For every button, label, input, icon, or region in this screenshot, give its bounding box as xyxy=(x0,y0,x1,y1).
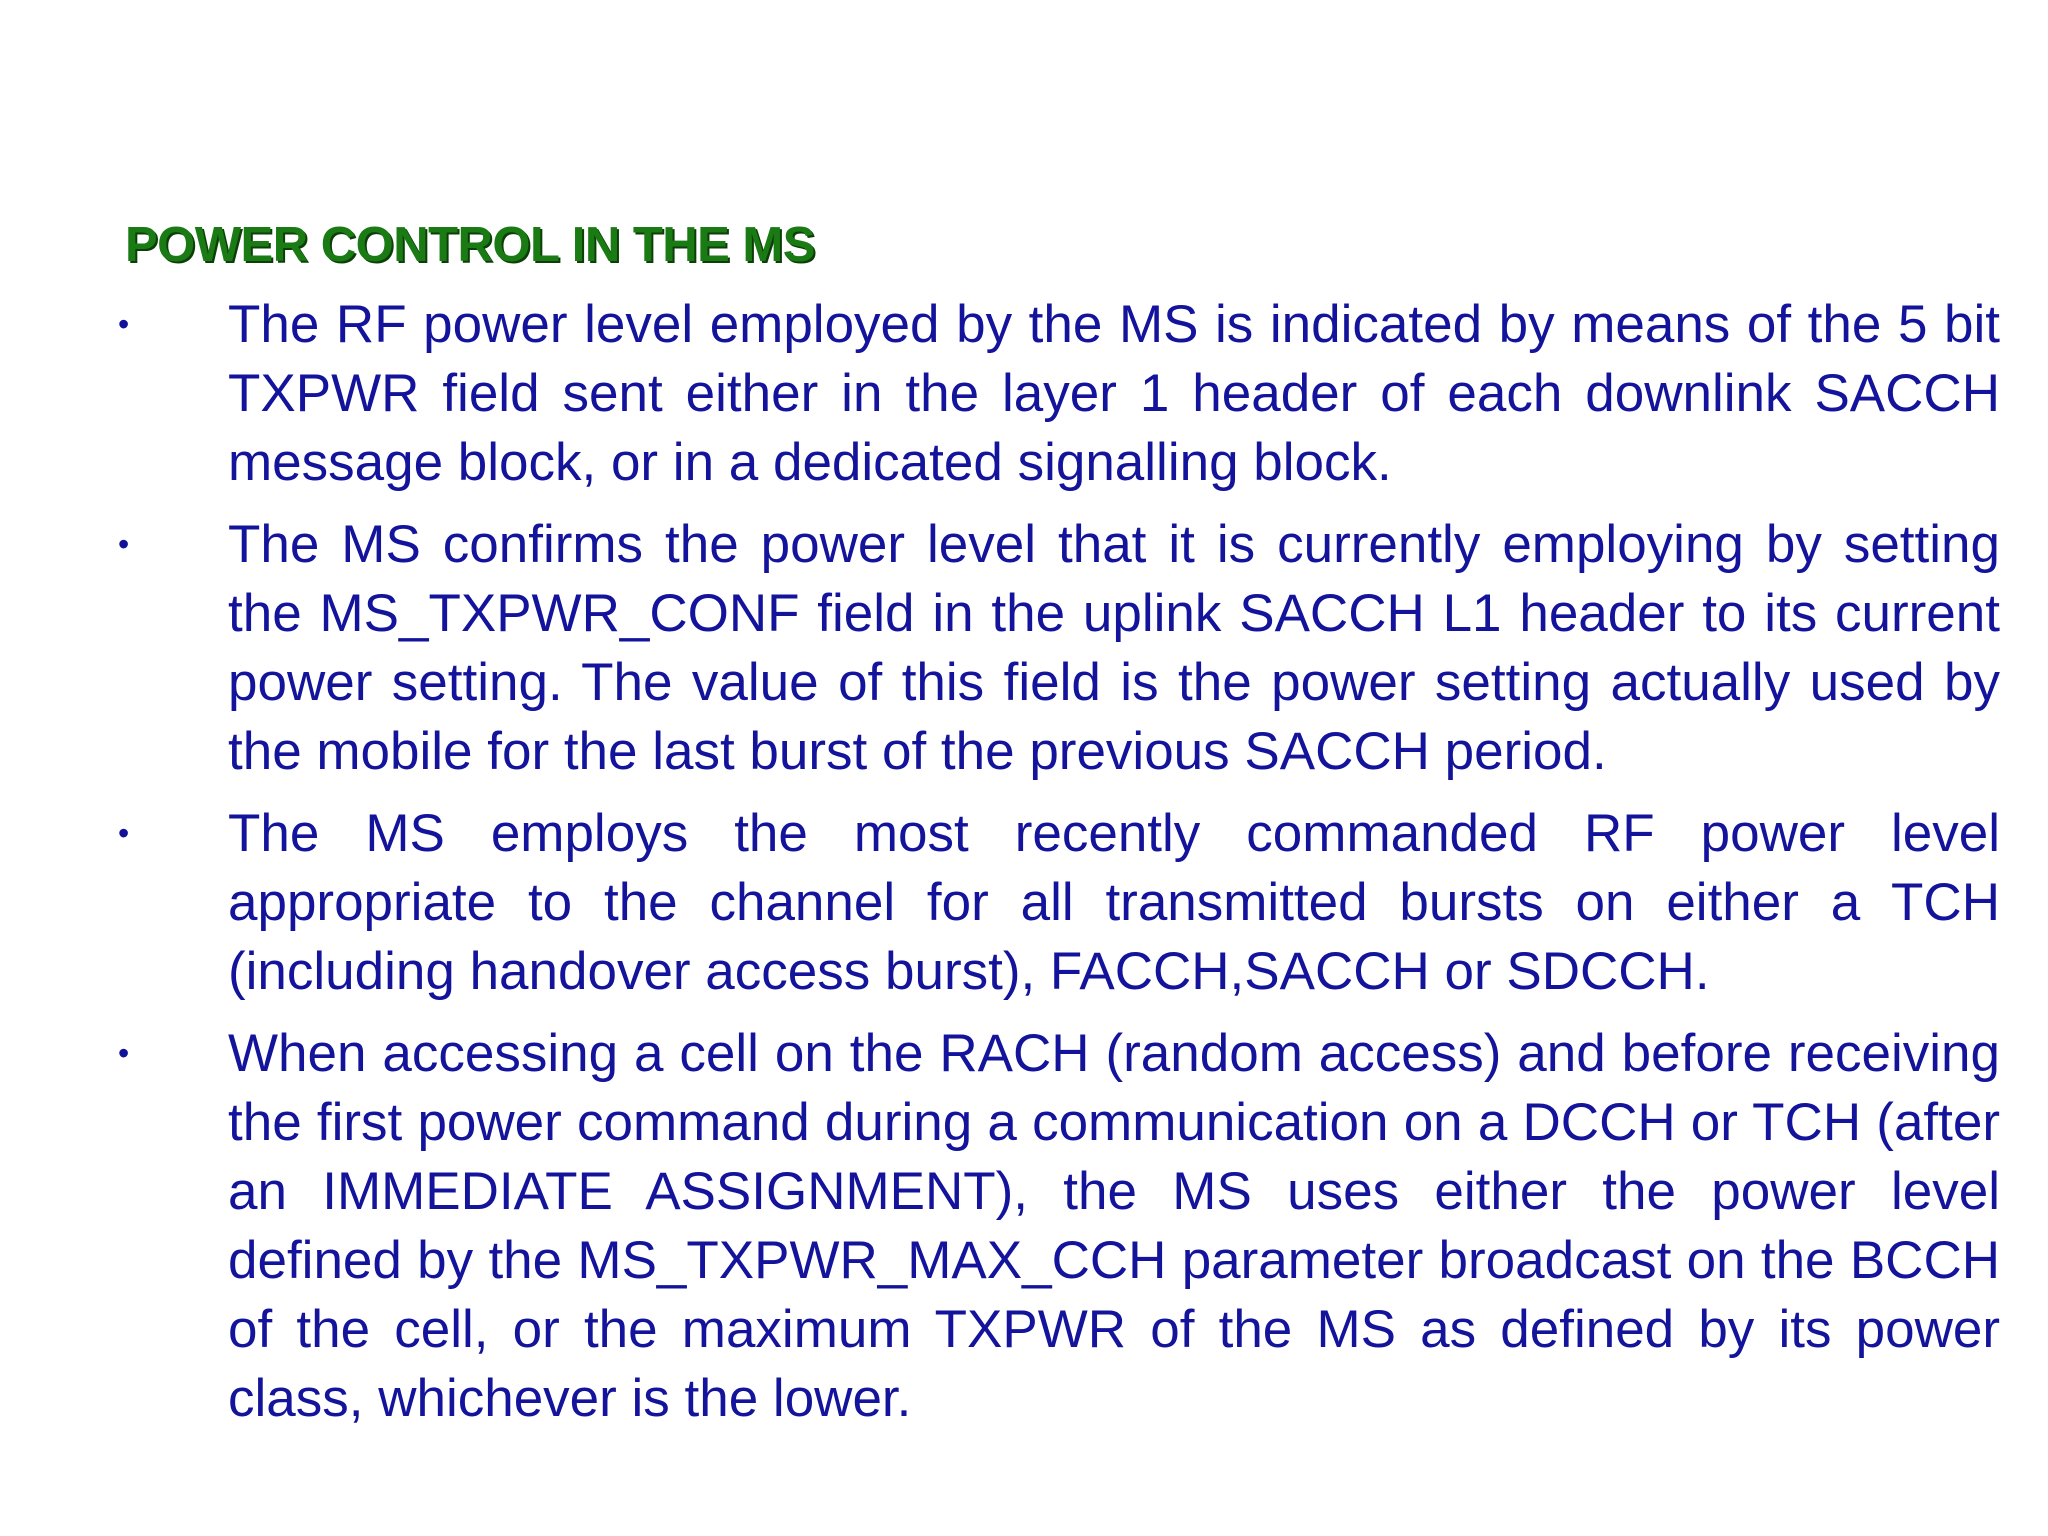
bullet-text: The RF power level employed by the MS is indicated by means of the 5 bit TXPWR field sent either in the layer 1 header of each downlink SACCH message block, or in a dedicated signalling block. xyxy=(228,295,2000,492)
bullet-list xyxy=(118,290,2000,1446)
bullet-item xyxy=(118,1019,2000,1433)
bullet-text: The MS employs the most recently commanded RF power level appropriate to the channel for all transmitted bursts on either a TCH (including handover access burst), FACCH,SACCH or SDCCH. xyxy=(228,804,2000,1001)
bullet-dot-icon: • xyxy=(118,306,130,342)
bullet-dot-icon: • xyxy=(118,815,130,851)
bullet-dot-icon: • xyxy=(118,1035,130,1071)
bullet-item xyxy=(118,510,2000,786)
bullet-item xyxy=(118,799,2000,1006)
bullet-dot-icon: • xyxy=(118,526,130,562)
bullet-text: When accessing a cell on the RACH (random access) and before receiving the first power command during a communication on a DCCH or TCH (after an IMMEDIATE ASSIGNMENT), the MS uses either the power level defined by the MS_TXPWR_MAX_CCH parameter broadcast on the BCCH of the cell, or the maximum TXPWR of the MS as defined by its power class, whichever is the lower. xyxy=(228,1024,2000,1428)
slide-title: POWER CONTROL IN THE MS xyxy=(125,218,815,272)
bullet-item xyxy=(118,290,2000,497)
bullet-text: The MS confirms the power level that it is currently employing by setting the MS_TXPWR_CONF field in the uplink SACCH L1 header to its current power setting. The value of this field is the power setting actually used by the mobile for the last burst of the previous SACCH period. xyxy=(228,515,2000,781)
